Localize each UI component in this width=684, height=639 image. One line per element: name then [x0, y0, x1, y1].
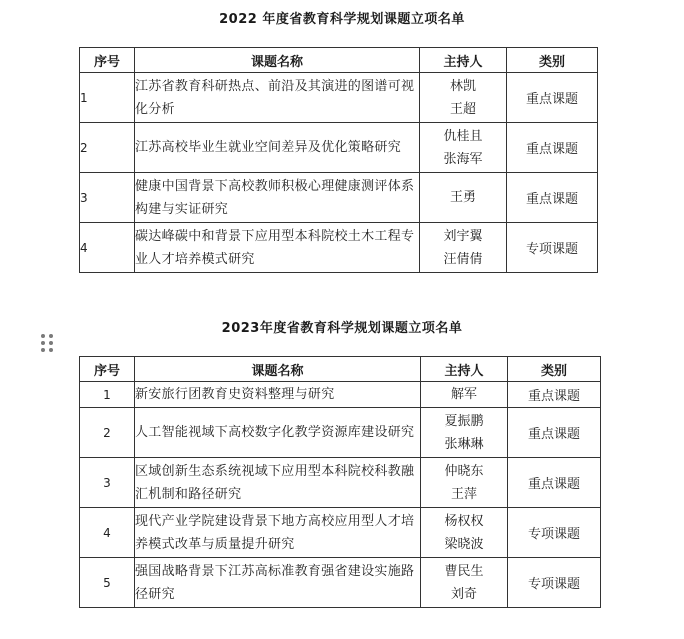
row-host: [420, 123, 507, 173]
row-type: 重点课题: [508, 382, 601, 408]
row-no: 2: [80, 123, 135, 173]
host-name: 王勇: [449, 190, 476, 205]
row-type: 重点课题: [508, 408, 601, 458]
header-no: 序号: [80, 48, 135, 73]
header-name: 课题名称: [135, 48, 420, 73]
page-title-2023: 2023年度省教育科学规划课题立项名单: [221, 321, 463, 336]
row-project-name: 健康中国背景下高校教师积极心理健康测评体系构建与实证研究: [135, 173, 420, 223]
row-project-name: 强国战略背景下江苏高标准教育强省建设实施路径研究: [135, 558, 421, 608]
row-project-name: 新安旅行团教育史资料整理与研究: [135, 382, 421, 408]
host-name: 张琳琳: [444, 436, 484, 452]
host-name: 张海军: [443, 151, 483, 167]
row-host: [421, 558, 508, 608]
row-host: [420, 173, 507, 223]
row-type: 重点课题: [507, 173, 598, 223]
header-type: 类别: [507, 48, 598, 73]
table-row: [80, 508, 601, 558]
row-no: 1: [80, 382, 135, 408]
host-name: 林凯: [449, 78, 476, 94]
project-table-2023: [79, 356, 601, 608]
row-project-name: 人工智能视域下高校数字化教学资源库建设研究: [135, 408, 421, 458]
row-no: 4: [80, 508, 135, 558]
row-no: 3: [80, 458, 135, 508]
row-type: 专项课题: [508, 508, 601, 558]
row-type: 专项课题: [507, 223, 598, 273]
header-host: 主持人: [420, 48, 507, 73]
row-project-name: 区域创新生态系统视域下应用型本科院校科教融汇机制和路径研究: [135, 458, 421, 508]
header-name: 课题名称: [135, 357, 421, 382]
row-type: 重点课题: [507, 123, 598, 173]
header-host: 主持人: [421, 357, 508, 382]
table-row: [80, 173, 598, 223]
host-name: 梁晓波: [444, 536, 484, 552]
table-header-row: [80, 48, 598, 73]
table-row: [80, 223, 598, 273]
row-host: [421, 408, 508, 458]
row-host: [420, 73, 507, 123]
host-name: 夏振鹏: [444, 413, 484, 429]
row-project-name: 江苏高校毕业生就业空间差异及优化策略研究: [135, 123, 420, 173]
table-row: [80, 458, 601, 508]
host-name: 汪倩倩: [443, 251, 483, 267]
host-name: 解军: [450, 387, 477, 402]
host-name: 杨权权: [444, 513, 484, 529]
table-row: [80, 382, 601, 408]
row-host: [420, 223, 507, 273]
host-name: 仇桂且: [443, 128, 483, 144]
row-host: [421, 508, 508, 558]
table-row: [80, 73, 598, 123]
host-name: 曹民生: [444, 563, 484, 579]
host-name: 王萍: [450, 486, 477, 502]
host-name: 王超: [449, 101, 476, 117]
table-header-row: [80, 357, 601, 382]
header-no: 序号: [80, 357, 135, 382]
drag-handle-icon[interactable]: [41, 334, 53, 354]
row-no: 3: [80, 173, 135, 223]
row-type: 重点课题: [508, 458, 601, 508]
row-no: 4: [80, 223, 135, 273]
row-project-name: 江苏省教育科研热点、前沿及其演进的图谱可视化分析: [135, 73, 420, 123]
table-row: [80, 408, 601, 458]
row-project-name: 碳达峰碳中和背景下应用型本科院校土木工程专业人才培养模式研究: [135, 223, 420, 273]
row-type: 专项课题: [508, 558, 601, 608]
row-host: [421, 458, 508, 508]
table-row: [80, 558, 601, 608]
row-host: [421, 382, 508, 408]
host-name: 刘奇: [450, 586, 477, 602]
row-type: 重点课题: [507, 73, 598, 123]
row-project-name: 现代产业学院建设背景下地方高校应用型人才培养模式改革与质量提升研究: [135, 508, 421, 558]
page-title-2022: 2022 年度省教育科学规划课题立项名单: [219, 12, 465, 27]
host-name: 刘宇翼: [443, 228, 483, 244]
table-row: [80, 123, 598, 173]
row-no: 5: [80, 558, 135, 608]
row-no: 1: [80, 73, 135, 123]
host-name: 仲晓东: [444, 463, 484, 479]
row-no: 2: [80, 408, 135, 458]
project-table-2022: [79, 47, 598, 273]
header-type: 类别: [508, 357, 601, 382]
